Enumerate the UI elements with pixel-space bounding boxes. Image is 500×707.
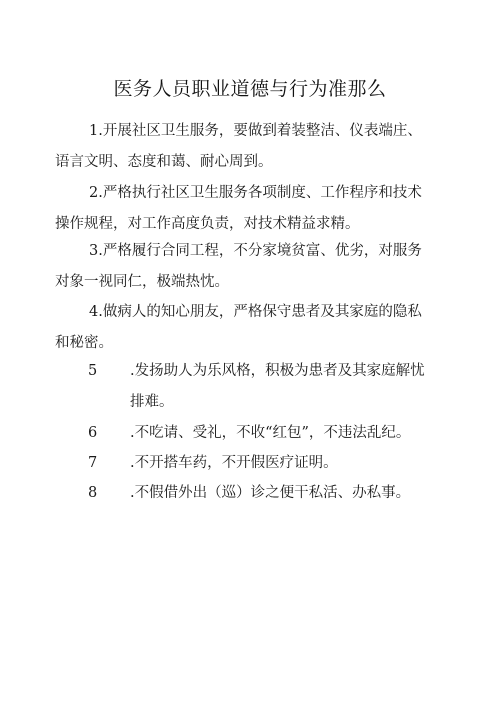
item-text: .不吃请、受礼，不收“红包”，不违法乱纪。 bbox=[130, 425, 411, 441]
paragraph-line: 1.开展社区卫生服务，要做到着装整洁、仪表端庄、 bbox=[89, 123, 422, 139]
item-text: .不假借外出（巡）诊之便干私活、办私事。 bbox=[130, 485, 411, 501]
paragraph-line: 语言文明、态度和蔼、耐心周到。 bbox=[55, 154, 273, 170]
paragraph-line: 操作规程，对工作高度负责，对技术精益求精。 bbox=[55, 216, 360, 232]
item-number: 6 bbox=[88, 425, 98, 441]
numbered-item-8 bbox=[88, 478, 453, 509]
paragraph-line: 对象一视同仁，极端热忱。 bbox=[55, 274, 229, 290]
numbered-item-5 bbox=[88, 356, 453, 418]
document-title: 医务人员职业道德与行为准那么 bbox=[113, 78, 387, 100]
numbered-item-7 bbox=[88, 448, 453, 479]
item-number: 7 bbox=[88, 455, 98, 471]
item-text: .发扬助人为乐风格，积极为患者及其家庭解忧 bbox=[130, 363, 425, 379]
paragraph-line: 和秘密。 bbox=[55, 335, 113, 351]
numbered-item-6 bbox=[88, 418, 453, 449]
paragraph-item-3 bbox=[55, 236, 450, 298]
paragraph-line: 3.严格履行合同工程，不分家境贫富、优劣，对服务 bbox=[89, 243, 422, 259]
paragraph-line: 4.做病人的知心朋友，严格保守患者及其家庭的隐私 bbox=[89, 304, 422, 320]
item-text-continued: 排难。 bbox=[130, 394, 174, 410]
paragraph-item-4 bbox=[55, 297, 450, 359]
item-number: 8 bbox=[88, 485, 98, 501]
item-number: 5 bbox=[88, 363, 98, 379]
paragraph-item-1 bbox=[55, 116, 450, 178]
paragraph-line: 2.严格执行社区卫生服务各项制度、工作程序和技术 bbox=[89, 185, 422, 201]
item-text: .不开搭车药，不开假医疗证明。 bbox=[130, 455, 338, 471]
paragraph-item-2 bbox=[55, 178, 450, 240]
